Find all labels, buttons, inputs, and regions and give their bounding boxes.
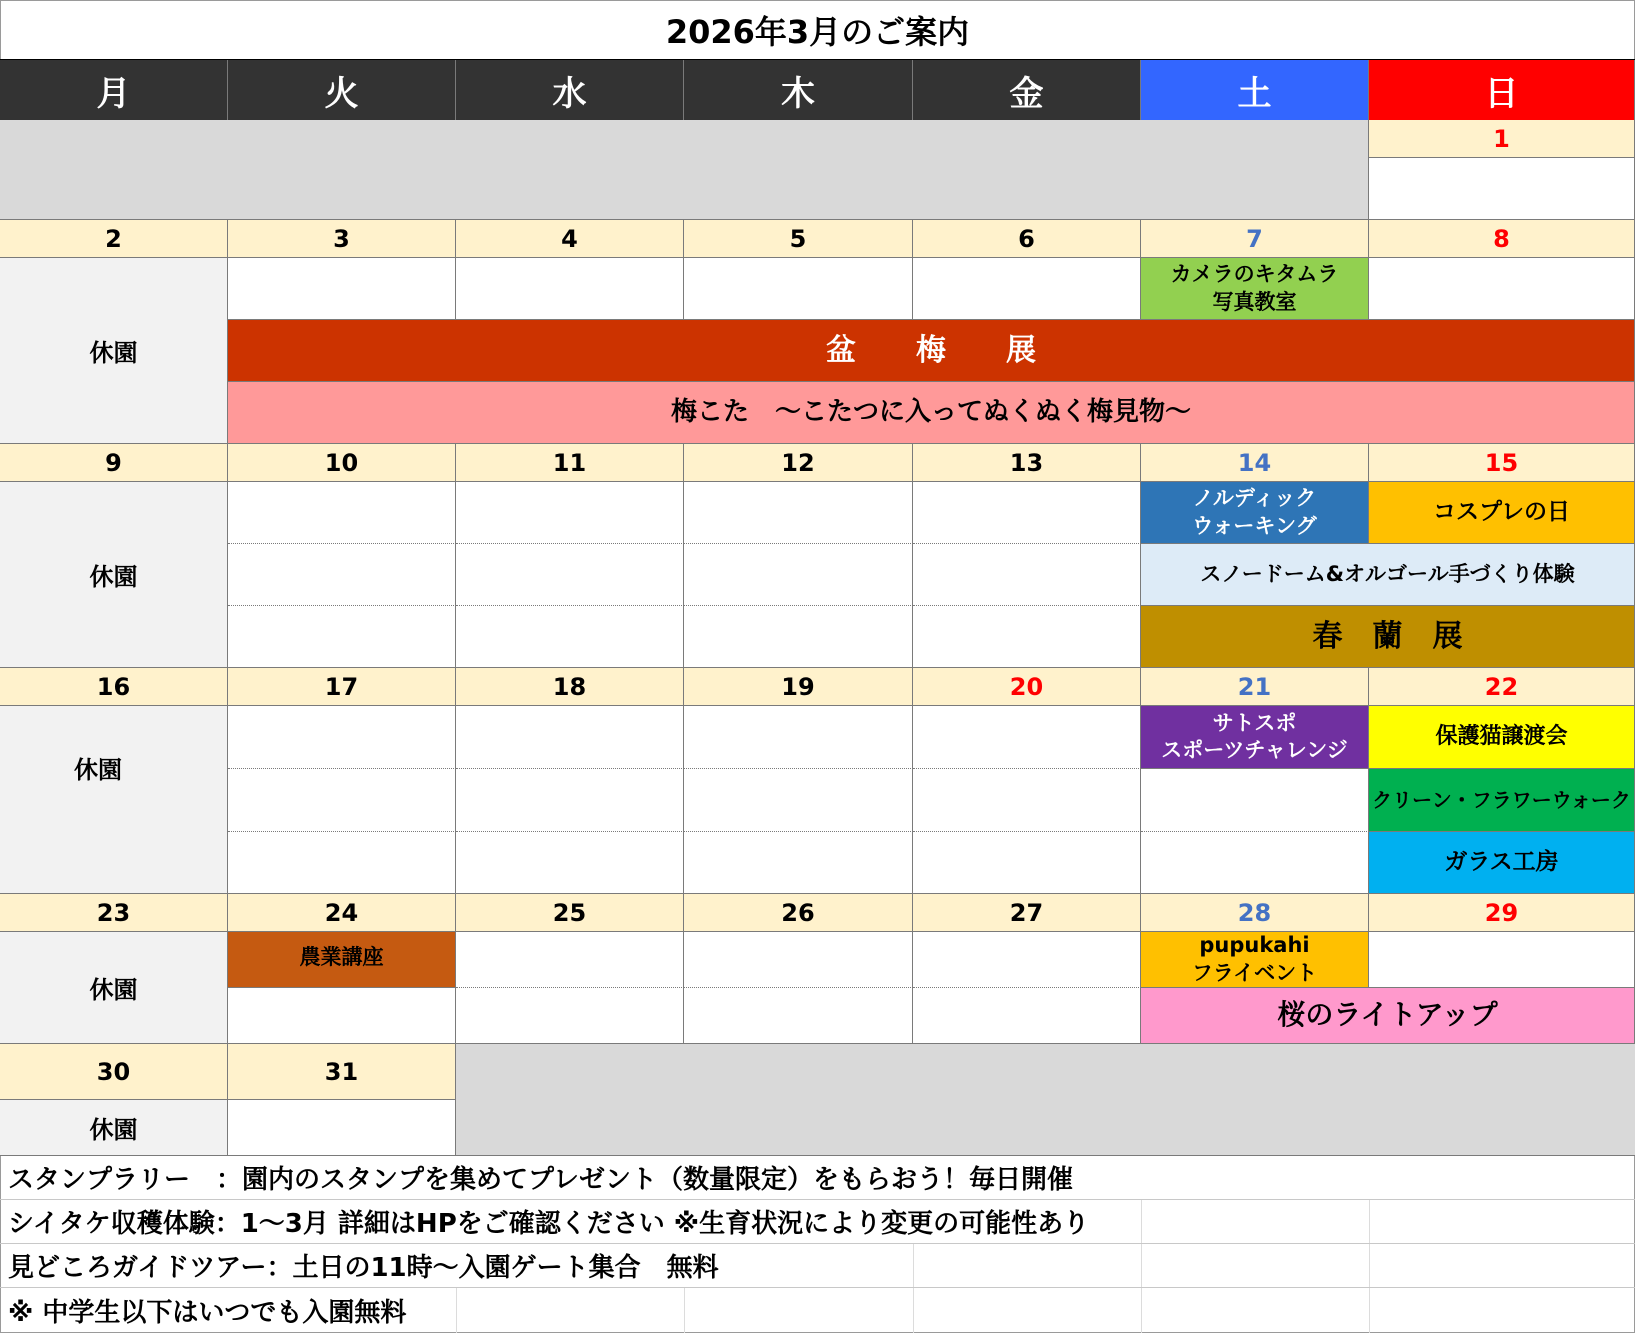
event-pupukahi[interactable]: [1141, 932, 1369, 988]
date-number: 29: [1369, 894, 1635, 932]
note-text: 見どころガイドツアー：土日の11時～入園ゲート集合 無料: [8, 1253, 719, 1283]
date-number: 10: [228, 444, 456, 482]
date-number: 19: [684, 668, 913, 706]
day-cell[interactable]: [456, 706, 684, 769]
date-number: 28: [1141, 894, 1369, 932]
event-camera-class[interactable]: [1141, 258, 1369, 320]
event-label: 保護猫譲渡会: [1435, 723, 1568, 749]
note-text: スタンプラリー ：園内のスタンプを集めてプレゼント（数量限定）をもらおう！毎日開催: [8, 1165, 1073, 1195]
date-number: 30: [0, 1044, 228, 1100]
day-cell[interactable]: [684, 482, 913, 544]
date-number: 1: [1369, 120, 1635, 158]
date-number: 24: [228, 894, 456, 932]
date-number: 7: [1141, 220, 1369, 258]
date-number: 3: [228, 220, 456, 258]
page-title: 2026年3月のご案内: [0, 0, 1635, 60]
date-number: 22: [1369, 668, 1635, 706]
day-cell[interactable]: [228, 769, 456, 832]
day-cell[interactable]: [684, 832, 913, 894]
day-cell[interactable]: [228, 1100, 456, 1156]
note-free-admission: [0, 1288, 1635, 1332]
weekday-tue: 火: [228, 60, 456, 120]
event-label: スポーツチャレンジ: [1161, 738, 1348, 762]
day-cell[interactable]: [684, 544, 913, 606]
closed-label: 休園: [0, 482, 228, 668]
event-cosplay-day[interactable]: [1369, 482, 1635, 544]
day-cell[interactable]: [913, 258, 1141, 320]
event-label: スノードーム&オルゴール手づくり体験: [1200, 561, 1575, 586]
event-clean-flower-walk[interactable]: [1369, 769, 1635, 832]
date-number: 2: [0, 220, 228, 258]
day-cell[interactable]: [913, 606, 1141, 668]
event-cat-adoption[interactable]: [1369, 706, 1635, 769]
note-guide-tour: [0, 1244, 1635, 1288]
day-cell[interactable]: [913, 482, 1141, 544]
date-number: 15: [1369, 444, 1635, 482]
event-sakura-lightup[interactable]: [1141, 988, 1635, 1044]
note-shiitake: [0, 1200, 1635, 1244]
day-cell[interactable]: [456, 258, 684, 320]
day-cell[interactable]: [228, 258, 456, 320]
day-cell[interactable]: [456, 482, 684, 544]
day-cell[interactable]: [684, 258, 913, 320]
day-cell[interactable]: [456, 544, 684, 606]
note-text: シイタケ収穫体験：1～3月 詳細はHPをご確認ください ※生育状況により変更の可能性あり: [8, 1209, 1090, 1239]
event-label: pupukahi: [1199, 933, 1310, 958]
event-label: 春 蘭 展: [1312, 619, 1463, 654]
date-number: 16: [0, 668, 228, 706]
event-label: 盆 梅 展: [826, 333, 1036, 368]
day-cell[interactable]: [913, 544, 1141, 606]
weekday-thu: 木: [684, 60, 913, 120]
day-cell[interactable]: [684, 606, 913, 668]
date-number: 14: [1141, 444, 1369, 482]
day-cell[interactable]: [684, 769, 913, 832]
day-cell[interactable]: [1369, 258, 1635, 320]
date-number: 4: [456, 220, 684, 258]
date-number: 9: [0, 444, 228, 482]
event-label: 桜のライトアップ: [1277, 998, 1498, 1032]
date-number: 11: [456, 444, 684, 482]
event-glass-studio[interactable]: [1369, 832, 1635, 894]
event-agri-course[interactable]: [228, 932, 456, 988]
day-cell[interactable]: [228, 482, 456, 544]
event-label: クリーン・フラワーウォーク: [1372, 788, 1631, 812]
event-label: 梅こた ～こたつに入ってぬくぬく梅見物～: [670, 396, 1191, 427]
day-cell[interactable]: [684, 706, 913, 769]
event-label: フライベント: [1191, 960, 1318, 985]
event-umekota[interactable]: [228, 382, 1635, 444]
event-label: サトスポ: [1212, 710, 1297, 735]
day-cell[interactable]: [684, 932, 913, 988]
closed-label: 休園: [0, 1100, 228, 1156]
date-number: 6: [913, 220, 1141, 258]
event-label: カメラのキタムラ: [1170, 262, 1339, 287]
weekday-sat: 土: [1141, 60, 1369, 120]
empty-days-block: [0, 120, 1369, 220]
date-number: 20: [913, 668, 1141, 706]
closed-label: 休園: [0, 258, 228, 444]
day-cell[interactable]: [228, 544, 456, 606]
event-nordic-walking[interactable]: [1141, 482, 1369, 544]
date-number: 23: [0, 894, 228, 932]
day-cell[interactable]: [1141, 832, 1369, 894]
day-cell[interactable]: [913, 932, 1141, 988]
event-bonsai-plum[interactable]: [228, 320, 1635, 382]
day-cell[interactable]: [228, 988, 456, 1044]
day-cell[interactable]: [456, 832, 684, 894]
day-cell[interactable]: [913, 769, 1141, 832]
day-cell[interactable]: [684, 988, 913, 1044]
event-label: コスプレの日: [1432, 498, 1571, 525]
event-label: ガラス工房: [1444, 848, 1559, 875]
note-stamp-rally: [0, 1156, 1635, 1200]
day-cell[interactable]: [228, 606, 456, 668]
event-label: ノルディック: [1192, 486, 1317, 511]
date-number: 27: [913, 894, 1141, 932]
event-label: ウォーキング: [1192, 513, 1317, 538]
date-number: 17: [228, 668, 456, 706]
date-number: 18: [456, 668, 684, 706]
day-cell[interactable]: [913, 706, 1141, 769]
day-cell[interactable]: [1141, 769, 1369, 832]
day-cell[interactable]: [228, 832, 456, 894]
weekday-fri: 金: [913, 60, 1141, 120]
weekday-mon: 月: [0, 60, 228, 120]
day-cell[interactable]: [228, 706, 456, 769]
day-cell[interactable]: [913, 832, 1141, 894]
date-number: 26: [684, 894, 913, 932]
date-number: 12: [684, 444, 913, 482]
day-cell[interactable]: [456, 769, 684, 832]
day-cell[interactable]: [456, 988, 684, 1044]
date-number: 13: [913, 444, 1141, 482]
closed-label: 休園: [0, 706, 228, 894]
date-number: 25: [456, 894, 684, 932]
date-number: 31: [228, 1044, 456, 1100]
event-label: 農業講座: [299, 945, 384, 969]
empty-days-block: [456, 1044, 1635, 1156]
day-cell[interactable]: [1369, 932, 1635, 988]
event-label: 写真教室: [1212, 289, 1297, 314]
day-cell[interactable]: [456, 606, 684, 668]
event-satospo[interactable]: [1141, 706, 1369, 769]
date-number: 21: [1141, 668, 1369, 706]
weekday-sun: 日: [1369, 60, 1635, 120]
closed-label: 休園: [0, 932, 228, 1044]
event-snowdome[interactable]: [1141, 544, 1635, 606]
day-cell[interactable]: [1369, 158, 1635, 220]
event-spring-orchid[interactable]: [1141, 606, 1635, 668]
weekday-wed: 水: [456, 60, 684, 120]
day-cell[interactable]: [456, 932, 684, 988]
date-number: 8: [1369, 220, 1635, 258]
note-text: ※ 中学生以下はいつでも入園無料: [8, 1297, 407, 1328]
day-cell[interactable]: [913, 988, 1141, 1044]
date-number: 5: [684, 220, 913, 258]
